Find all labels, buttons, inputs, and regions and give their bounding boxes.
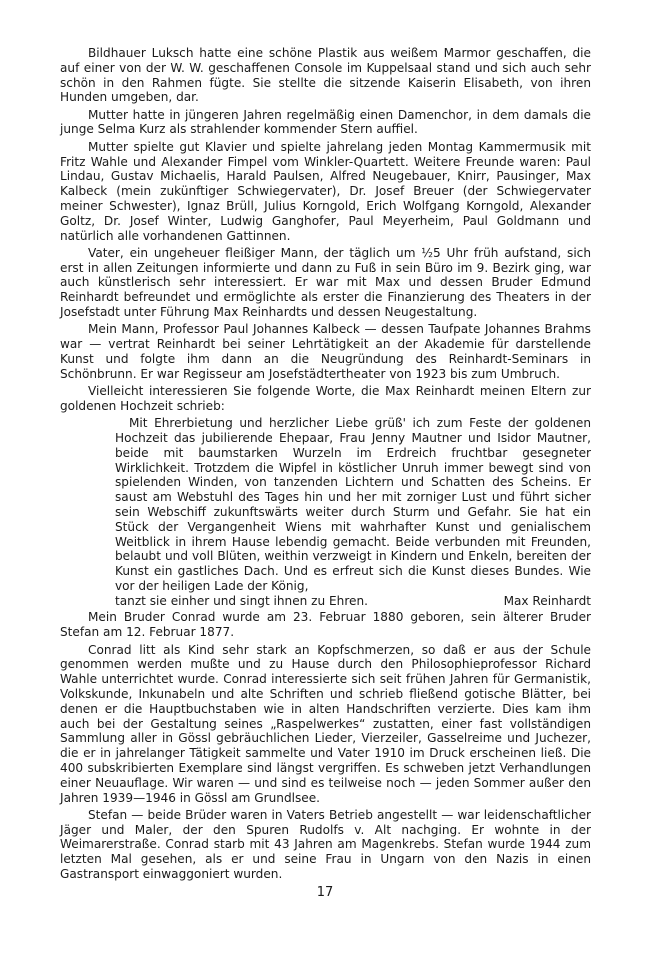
quote-last-line: tanzt sie einher und singt ihnen zu Ehren. [115,593,368,608]
paragraph: Mutter hatte in jüngeren Jahren regelmäßig einen Damenchor, in dem damals die junge Selma Kurz als strahlender kommender Stern auffiel. [60,107,591,137]
quote-signature: Max Reinhardt [503,593,591,608]
page-number: 17 [316,885,334,900]
block-quote [115,416,591,608]
quote-text: Mit Ehrerbietung und herzlicher Liebe grüß' ich zum Feste der goldenen Hochzeit das jubilierende Ehepaar, Frau Jenny Mautner und Isidor Mautner, beide mit baumstarken Wurzeln im Erdreich fruchtbar gesegneter Wirklichkeit. Trotzdem die Wipfel in köstlicher Unruh immer bewegt sind von spielenden Winden, von tanzenden Lichtern und Schatten des Scheins. Er saust am Webstuhl des Tages hin und her mit zorniger Lust und führt sicher sein Webschiff zukunftswärts weiter durch Sturm und Gefahr. Sie hat ein Stück der Vergangenheit Wiens mit wahrhafter Kunst und genialischem Weitblick in ihrem Hause lebendig gemacht. Beide verbunden mit Freunden, belaubt und voll Blüten, weithin verzweigt in Kindern und Enkeln, bereiten der Kunst ein gastliches Dach. Und es erfreut sich die Kunst dieses Bundes. Wie vor der heiligen Lade der König, [115,416,591,593]
paragraph: Vater, ein ungeheuer fleißiger Mann, der täglich um ½5 Uhr früh aufstand, sich erst in allen Zeitungen informierte und dann zu Fuß in sein Büro im 9. Bezirk ging, war auch künstlerisch sehr interessiert. Er war mit Max und dessen Bruder Edmund Reinhardt befreundet und ermöglichte als erster die Finanzierung des Theaters in der Josefstadt unter Führung Max Reinhardts und dessen Neugestaltung. [60,245,591,320]
quote-closing [115,594,591,609]
paragraph: Conrad litt als Kind sehr stark an Kopfschmerzen, so daß er aus der Schule genommen werden mußte und zu Hause durch den Philosophieprofessor Richard Wahle unterrichtet wurde. Conrad interessierte sich seit frühen Jahren für Germanistik, Volkskunde, Inkunabeln und alte Schriften und schrieb fließend gotische Blätter, bei denen er die Hauptbuchstaben wie in alten Handschriften verzierte. Dies kam ihm auch bei der Gestaltung seines „Raspelwerkes“ zustatten, einer fast vollständigen Sammlung aller in Gössl gebräuchlichen Lieder, Vierzeiler, Gasselreime und Juchezer, die er in jahrelanger Tätigkeit sammelte und Vater 1910 im Druck erscheinen ließ. Die 400 subskribierten Exemplare sind längst vergriffen. Es schweben jetzt Verhandlungen einer Neuauflage. Wir waren — und sind es teilweise noch — jeden Sommer außer den Jahren 1939—1946 in Gössl am Grundlsee. [60,642,591,805]
paragraph: Mein Mann, Professor Paul Johannes Kalbeck — dessen Taufpate Johannes Brahms war — vertrat Reinhardt bei seiner Lehrtätigkeit an der Akademie für darstellende Kunst und folgte ihm dann an die Neugründung des Reinhardt-Seminars in Schönbrunn. Er war Regisseur am Josefstädtertheater von 1923 bis zum Umbruch. [60,322,591,381]
paragraph: Mein Bruder Conrad wurde am 23. Februar 1880 geboren, sein älterer Bruder Stefan am 12. Februar 1877. [60,610,591,640]
document-page [60,46,591,884]
paragraph: Vielleicht interessieren Sie folgende Worte, die Max Reinhardt meinen Eltern zur goldenen Hochzeit schrieb: [60,384,591,413]
paragraph: Mutter spielte gut Klavier und spielte jahrelang jeden Montag Kammermusik mit Fritz Wahle und Alexander Fimpel vom Winkler-Quartett. Weitere Freunde waren: Paul Lindau, Gustav Michaelis, Harald Paulsen, Alfred Neugebauer, Knirr, Pausinger, Max Kalbeck (mein zukünftiger Schwiegervater), Dr. Josef Breuer (der Schwiegervater meiner Schwester), Ignaz Brüll, Julius Korngold, Erich Wolfgang Korngold, Alexander Goltz, Dr. Josef Winter, Ludwig Ganghofer, Paul Meyerheim, Paul Goldmann und natürlich alle vorhandenen Gattinnen. [60,139,591,243]
paragraph: Bildhauer Luksch hatte eine schöne Plastik aus weißem Marmor geschaffen, die auf einer von der W. W. geschaffenen Console im Kuppelsaal stand und sich auch sehr schön in den Rahmen fügte. Sie stellte die sitzende Kaiserin Elisabeth, von ihren Hunden umgeben, dar. [60,46,591,105]
paragraph: Stefan — beide Brüder waren in Vaters Betrieb angestellt — war leidenschaftlicher Jäger und Maler, der den Spuren Rudolfs v. Alt nachging. Er wohnte in der Weimarerstraße. Conrad starb mit 43 Jahren am Magenkrebs. Stefan wurde 1944 zum letzten Mal gesehen, als er und seine Frau in Ungarn von den Nazis in einen Gastransport einwaggoniert wurden. [60,807,591,882]
